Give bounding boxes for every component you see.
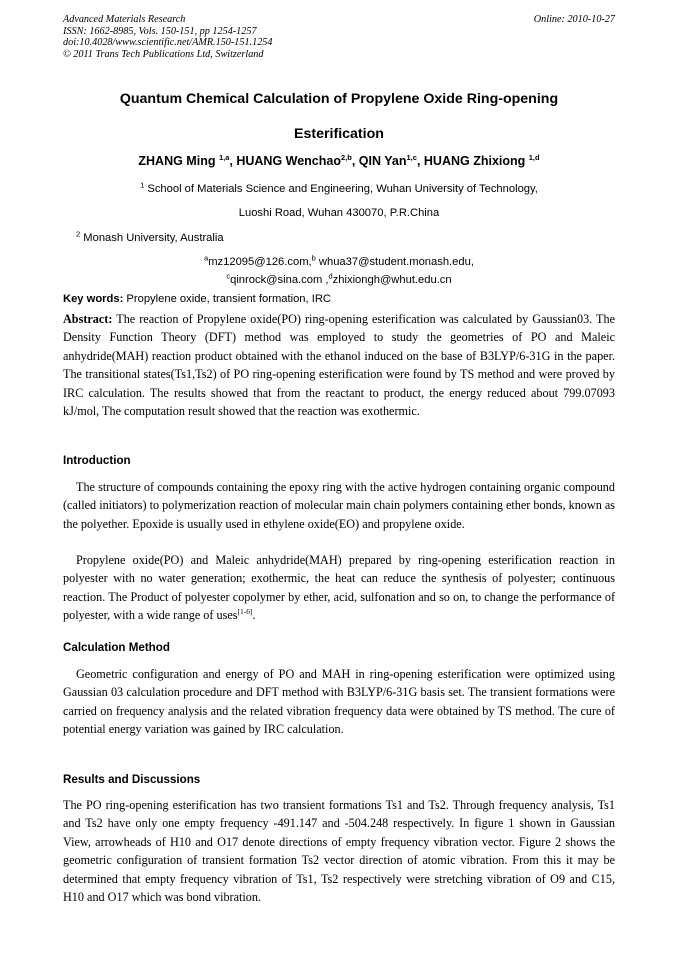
paper-title-line2: Esterification — [294, 126, 384, 142]
abstract-label: Abstract: — [63, 312, 113, 326]
keywords — [63, 293, 615, 305]
results-paragraph: The PO ring-opening esterification has two transient formations Ts1 and Ts2. Through frequency analysis, Ts1 and Ts2 have only one empty frequency -491.147 and -504.248 respectively. In figure 1 shown in Gaussian View, arrowheads of H10 and O17 denote directions of empty frequency vibration vector. Figure 2 shows the geometric configuration of transient formation Ts2 vector direction of atomic vibration. From this it may be determined that empty frequency vibration of Ts1, Ts2 respectively were stretching vibration of O9 and C15, H10 and O17 which was bond vibration. — [63, 798, 615, 905]
method-paragraph: Geometric configuration and energy of PO and MAH in ring-opening esterification were optimized using Gaussian 03 calculation procedure and DFT method with B3LYP/6-31G basis set. The transient formations were carried on frequency analysis and the related vibration frequency data were obtained by TS method. The cure of potential energy variation was gained by IRC calculation. — [63, 667, 615, 737]
section-heading-results: Results and Discussions — [63, 773, 201, 786]
email-sup: d — [328, 271, 333, 281]
online-date: Online: 2010-10-27 — [533, 14, 615, 25]
author-sep: , — [416, 154, 424, 168]
email-link[interactable]: mz12095@126.com, — [208, 256, 312, 268]
email-sup: a — [204, 253, 209, 263]
author-sep: , — [351, 154, 359, 168]
aff-text: School of Materials Science and Engineering, Wuhan University of Technology, — [147, 183, 538, 195]
section-heading-introduction: Introduction — [63, 454, 131, 467]
email-link[interactable]: whua37@student.monash.edu, — [318, 256, 474, 268]
intro-p2-end: . — [252, 608, 256, 623]
email-line-2 — [63, 271, 615, 286]
abstract-text: The reaction of Propylene oxide(PO) ring-opening esterification was calculated by Gaussian03. The Density Function Theory (DFT) method was employed to study the geometries of PO and Maleic anhydride(MAH) reaction product obtained with the ethanol induced on the base of B3LYP/6-31G in the paper. The transitional states(Ts1,Ts2) of PO ring-opening esterification were found by TS method and were proved by IRC calculation. The results showed that from the reactant to product, the energy reduced about 799.07093 kJ/mol, The computation result showed that the reaction was exothermic. — [63, 312, 615, 419]
author-name: HUANG Wenchao — [236, 154, 341, 168]
author-name: ZHANG Ming — [138, 154, 216, 168]
doi-line: doi:10.4028/www.scientific.net/AMR.150-151.1254 — [63, 37, 273, 49]
intro-paragraph-1: The structure of compounds containing the epoxy ring with the active hydrogen containing organic compound (called initiators) to polymerization reaction of molecular main chain polymers containing ether bonds, known as the polyether. Epoxide is usually used in ethylene oxide(EO) and propylene oxide. — [63, 480, 615, 531]
author-sup: 1,d — [528, 152, 540, 162]
email-link[interactable]: zhixiongh@whut.edu.cn — [332, 274, 452, 286]
author-name: QIN Yan — [358, 154, 407, 168]
affiliation-1-line2: Luoshi Road, Wuhan 430070, P.R.China — [238, 207, 440, 219]
author-list — [63, 154, 615, 168]
journal-name: Advanced Materials Research — [63, 14, 186, 25]
author-sep: , — [229, 154, 237, 168]
citation-ref: [1-6] — [237, 607, 253, 617]
aff-text: Monash University, Australia — [83, 232, 224, 244]
email-sup: c — [226, 271, 231, 281]
affiliation-2 — [76, 229, 224, 244]
email-line-1 — [63, 253, 615, 268]
abstract — [63, 310, 615, 420]
author-name: HUANG Zhixiong — [423, 154, 526, 168]
author-sup: 1,a — [218, 152, 230, 162]
author-sup: 2,b — [340, 152, 352, 162]
aff-sup: 2 — [76, 229, 81, 239]
copyright-line: © 2011 Trans Tech Publications Ltd, Switzerland — [63, 48, 264, 60]
affiliation-1-line1 — [63, 180, 615, 195]
email-link[interactable]: qinrock@sina.com , — [230, 274, 329, 286]
issn-line: ISSN: 1662-8985, Vols. 150-151, pp 1254-1257 — [63, 25, 257, 37]
paper-title-line1: Quantum Chemical Calculation of Propylene Oxide Ring-opening — [119, 91, 559, 107]
author-sup: 1,c — [406, 152, 417, 162]
aff-sup: 1 — [140, 180, 145, 190]
email-sup: b — [311, 253, 316, 263]
section-heading-calculation-method: Calculation Method — [63, 641, 170, 654]
keywords-text: Propylene oxide, transient formation, IRC — [126, 293, 332, 305]
intro-paragraph-2 — [63, 551, 615, 625]
journal-header — [63, 14, 615, 60]
intro-p2-text: Propylene oxide(PO) and Maleic anhydride(MAH) prepared by ring-opening esterification reaction in polyester with no water generation; exothermic, the heat can reduce the synthesis of polyester; continuous reaction. The Product of polyester copolymer by ether, acid, sulfonation and so on, to change the performance of polyester, with a wide range of uses — [63, 553, 615, 623]
keywords-label: Key words: — [63, 293, 124, 305]
